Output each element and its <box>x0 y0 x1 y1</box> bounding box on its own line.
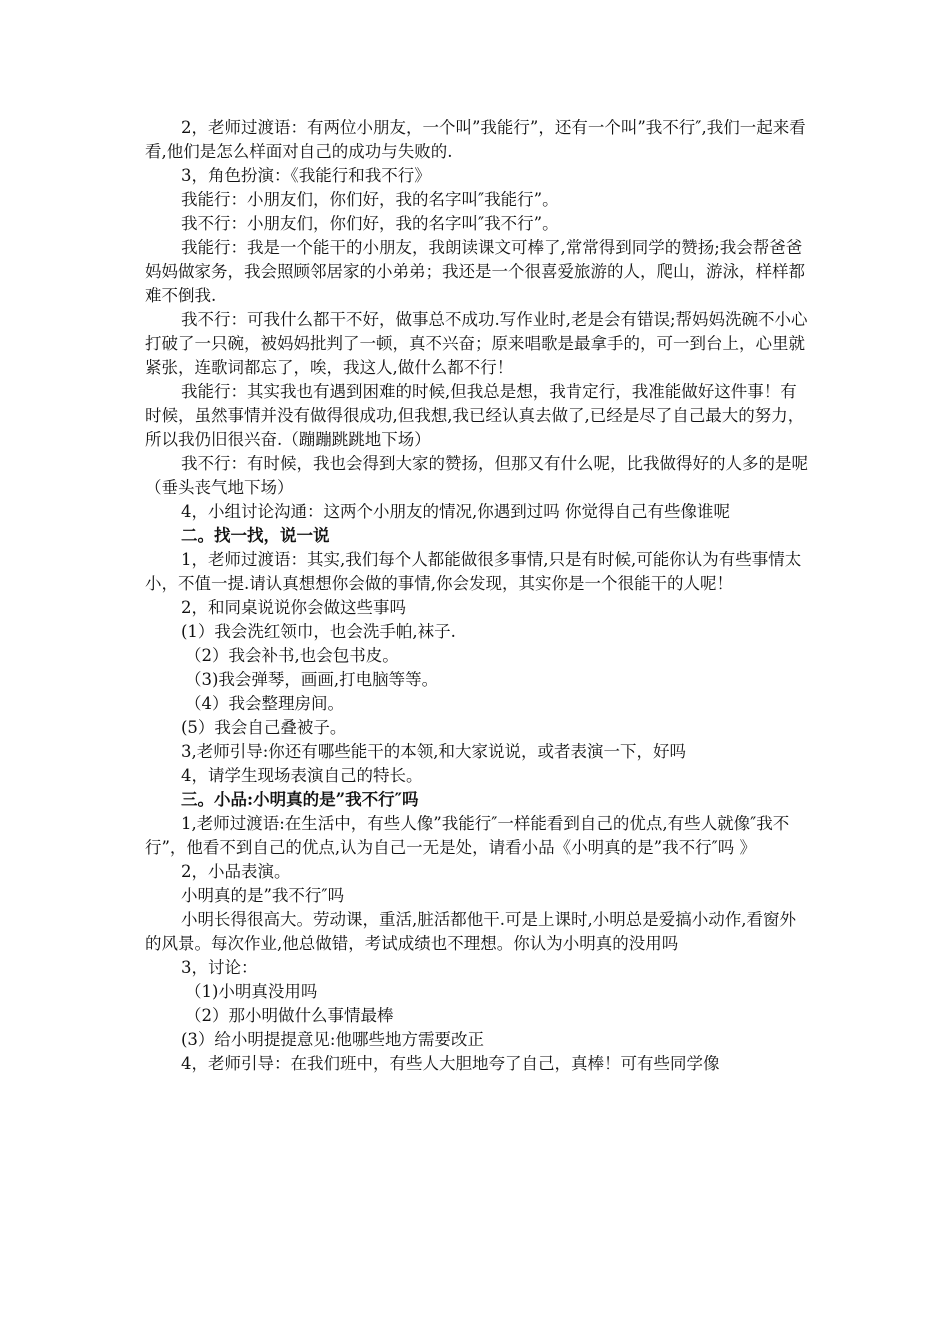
paragraph: 3,老师引导:你还有哪些能干的本领,和大家说说，或者表演一下，好吗 <box>181 742 687 761</box>
paragraph: 3，讨论： <box>181 958 258 977</box>
section-heading: 二。找一找，说一说 <box>181 526 330 545</box>
paragraph: 小明长得很高大。劳动课，重活,脏活都他干.可是上课时,小明总是爱搞小动作,看窗外的风景。每次作业,他总做错，考试成绩也不理想。你认为小明真的没用吗 <box>145 910 796 953</box>
paragraph: 4，老师引导：在我们班中，有些人大胆地夸了自己，真棒！可有些同学像 <box>181 1054 720 1073</box>
paragraph: 我能行：其实我也有遇到困难的时候,但我总是想，我肯定行，我准能做好这件事！有时候，虽然事情并没有做得很成功,但我想,我已经认真去做了,已经是尽了自己最大的努力，所以我仍旧很兴奋.（蹦蹦跳跳地下场） <box>145 382 805 449</box>
paragraph: （2）那小明做什么事情最棒 <box>185 1006 394 1025</box>
section-heading: 三。小品:小明真的是”我不行″吗 <box>181 790 419 809</box>
paragraph: （3)我会弹琴，画画,打电脑等等。 <box>185 670 439 689</box>
paragraph: 我能行：小朋友们，你们好，我的名字叫″我能行”。 <box>181 190 559 209</box>
paragraph: 2，老师过渡语：有两位小朋友，一个叫”我能行”，还有一个叫”我不行″,我们一起来看看,他们是怎么样面对自己的成功与失败的. <box>145 118 806 161</box>
paragraph: 2，和同桌说说你会做这些事吗 <box>181 598 406 617</box>
paragraph: 4，小组讨论沟通：这两个小朋友的情况,你遇到过吗 你觉得自己有些像谁呢 <box>181 502 730 521</box>
paragraph: （4）我会整理房间。 <box>185 694 344 713</box>
paragraph: (3）给小明提提意见:他哪些地方需要改正 <box>181 1030 484 1049</box>
paragraph: (5）我会自己叠被子。 <box>181 718 347 737</box>
paragraph: 我不行：有时候，我也会得到大家的赞扬，但那又有什么呢，比我做得好的人多的是呢 （垂头丧气地下场） <box>145 454 808 497</box>
paragraph: 小明真的是”我不行″吗 <box>181 886 345 905</box>
paragraph: （2）我会补书,也会包书皮。 <box>185 646 399 665</box>
paragraph: （1)小明真没用吗 <box>185 982 318 1001</box>
paragraph: 1,老师过渡语:在生活中，有些人像”我能行″一样能看到自己的优点,有些人就像″我不行”，他看不到自己的优点,认为自己一无是处，请看小品《小明真的是”我不行″吗 》 <box>145 814 790 857</box>
paragraph: 2，小品表演。 <box>181 862 291 881</box>
paragraph: 4，请学生现场表演自己的特长。 <box>181 766 423 785</box>
document-page <box>145 116 809 1076</box>
paragraph: 1，老师过渡语：其实,我们每个人都能做很多事情,只是有时候,可能你认为有些事情太小，不值一提.请认真想想你会做的事情,你会发现，其实你是一个很能干的人呢！ <box>145 550 802 593</box>
paragraph: 3，角色扮演：《我能行和我不行》 <box>181 166 431 185</box>
paragraph: 我不行：小朋友们，你们好，我的名字叫″我不行”。 <box>181 214 559 233</box>
paragraph: (1）我会洗红领巾，也会洗手帕,袜子. <box>181 622 456 641</box>
paragraph: 我能行：我是一个能干的小朋友，我朗读课文可棒了,常常得到同学的赞扬;我会帮爸爸妈妈做家务，我会照顾邻居家的小弟弟；我还是一个很喜爱旅游的人，爬山，游泳，样样都难不倒我. <box>145 238 805 305</box>
paragraph: 我不行：可我什么都干不好，做事总不成功.写作业时,老是会有错误;帮妈妈洗碗不小心打破了一只碗，被妈妈批判了一顿，真不兴奋；原来唱歌是最拿手的，可一到台上，心里就紧张，连歌词都忘了，唉，我这人,做什么都不行！ <box>145 310 808 377</box>
